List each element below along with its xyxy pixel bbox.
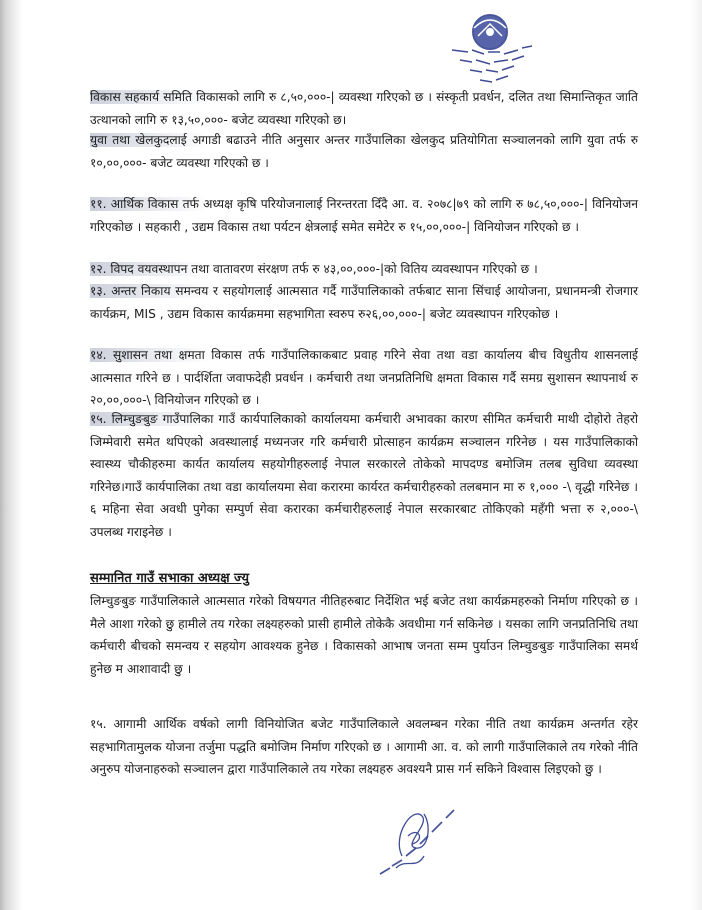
section-heading: सम्मानित गाउँ सभाका अध्यक्ष ज्यु	[90, 571, 250, 586]
paragraph-13-inter-agency	[90, 280, 638, 325]
paragraph-11-economic-development	[90, 193, 638, 238]
paragraph-development-cooperation	[90, 86, 638, 131]
vice-chair-signature-stamp	[372, 796, 468, 886]
paragraph-text: १४. सुशासन तथा क्षमता विकास तर्फ गाउँपालिकाकबाट प्रवाह गरिने सेवा तथा वडा कार्यालय बीच विधुतीय शासनलाई आत्मसात गरिने छ । पार्दर्शिता जवाफदेही प्रवर्धन । कर्मचारी तथा जनप्रतिनिधि क्षमता विकास गर्दै समग्र सुशासन स्थापनार्थ रु २०,००,०००-\ विनियोजन गरिएको छ ।	[90, 348, 638, 407]
paragraph-text: युवा तथा खेलकुदलाई अगाडी बढाउने नीति अनुसार अन्तर गाउँपालिका खेलकुद प्रतियोगिता सञ्चालनको लागि युवा तर्फ रु १०,००,०००- बजेट व्यवस्था गरिएको छ ।	[90, 133, 638, 170]
paragraph-15-next-fiscal-year: १५. आगामी आर्थिक वर्षको लागी विनियोजित बजेट गाउँपालिकाले अवलम्बन गरेका नीति तथा कार्यक्रम अन्तर्गत रहेर सहभागितामुलक योजना तर्जुमा पद्धति बमोजिम निर्माण गरिएको छ । आगामी आ. व. को लागी गाउँपालिकाले तय गरेको नीति अनुरुप योजनाहरुको सञ्चालन द्वारा गाउँपालिकाले तय गरेका लक्ष्यहरु अवश्यनै प्रास गर्न सकिने विश्वास लिइएको छु ।	[90, 717, 638, 776]
municipality-seal-stamp	[438, 10, 542, 86]
paragraph-12-disaster-management	[90, 258, 638, 281]
paragraph-15-staff-incentives	[90, 408, 638, 543]
paragraph-text: ११. आर्थिक विकास तर्फ अध्यक्ष कृषि परियोजनालाई निरन्तरता दिँदै आ. व. २०७८|७९ को लागि रु ७८,५०,०००-| विनियोजन गरिएकोछ । सहकारी , उद्यम विकास तथा पर्यटन क्षेत्रलाई समेत समेटेर रु १५,००,०००-| विनियोजन गरिएको छ ।	[90, 197, 638, 234]
paragraph-text: १५. लिम्चुङबुङ गाउँपालिका गाउँ कार्यपालिकाको कार्यालयमा कर्मचारी अभावका कारण सीमित कर्मचारी माथी दोहोरो तेहरो जिम्मेवारी समेत थपिएको अवस्थालाई मध्यनजर गरि कर्मचारी प्रोत्साहन कार्यक्रम सञ्चालन गरिनेछ । यस गाउँपालिकाको स्वास्थ्य चौकीहरुमा कार्यत कार्यालय सहयोगीहरुलाई नेपाल सरकारले तोकेको मापदण्ड बमोजिम तलब सुविधा व्यवस्था गरिनेछ।गाउँ कार्यपालिका तथा वडा कार्यालयमा सेवा करारमा कार्यरत कर्मचारीहरुको तलबमान मा रु १,००० -\ वृद्धी गरिनेछ ।६ महिना सेवा अवधी पुगेका सम्पुर्ण सेवा करारका कर्मचारीहरुलाई नेपाल सरकारबाट तोकिएको महँगी भत्ता रु २,०००-\ उपलब्ध गराइनेछ ।	[90, 412, 638, 539]
paragraph-text: १३. अन्तर निकाय समन्वय र सहयोगलाई आत्मसात गर्दै गाउँपालिकाको तर्फबाट साना सिंचाई आयोजना, प्रधानमन्त्री रोजगार कार्यक्रम, MIS , उद्यम विकास कार्यक्रममा सहभागिता स्वरुप रु२६,००,०००-| बजेट व्यवस्थापन गरिएकोछ ।	[90, 284, 638, 321]
paragraph-14-good-governance	[90, 344, 638, 412]
paragraph-closing-statement: लिम्चुङबुङ गाउँपालिकाले आत्मसात गरेको विषयगत नीतिहरुबाट निर्देशित भई बजेट तथा कार्यक्रमहरुको निर्माण गरिएको छ । मैले आशा गरेको छु हामीले तय गरेका लक्ष्यहरुको प्रासी हामीले तोकेकै अवधीमा गर्न सकिनेछ । यसका लागि जनप्रतिनिधि तथा कर्मचारी बीचको समन्वय र सहयोग आवश्यक हुनेछ । विकासको आभाष जनता सम्म पुर्याउन लिम्चुङबुङ गाउँपालिका समर्थ हुनेछ म आशावादी छु ।	[90, 594, 638, 676]
paragraph-text: विकास सहकार्य समिति विकासको लागि रु ८,५०,०००-| व्यवस्था गरिएको छ । संस्कृती प्रवर्धन, दलित तथा सिमान्तिकृत जाति उत्थानको लागि रु १३,५०,०००- बजेट व्यवस्था गरिएको छ।	[90, 90, 638, 127]
paragraph-youth-sports	[90, 129, 638, 174]
paragraph-text: १२. विपद वयवस्थापन तथा वातावरण संरक्षण तर्फ रु ४३,००,०००-|को वितिय व्यवस्थापन गरिएको छ ।	[90, 262, 538, 276]
